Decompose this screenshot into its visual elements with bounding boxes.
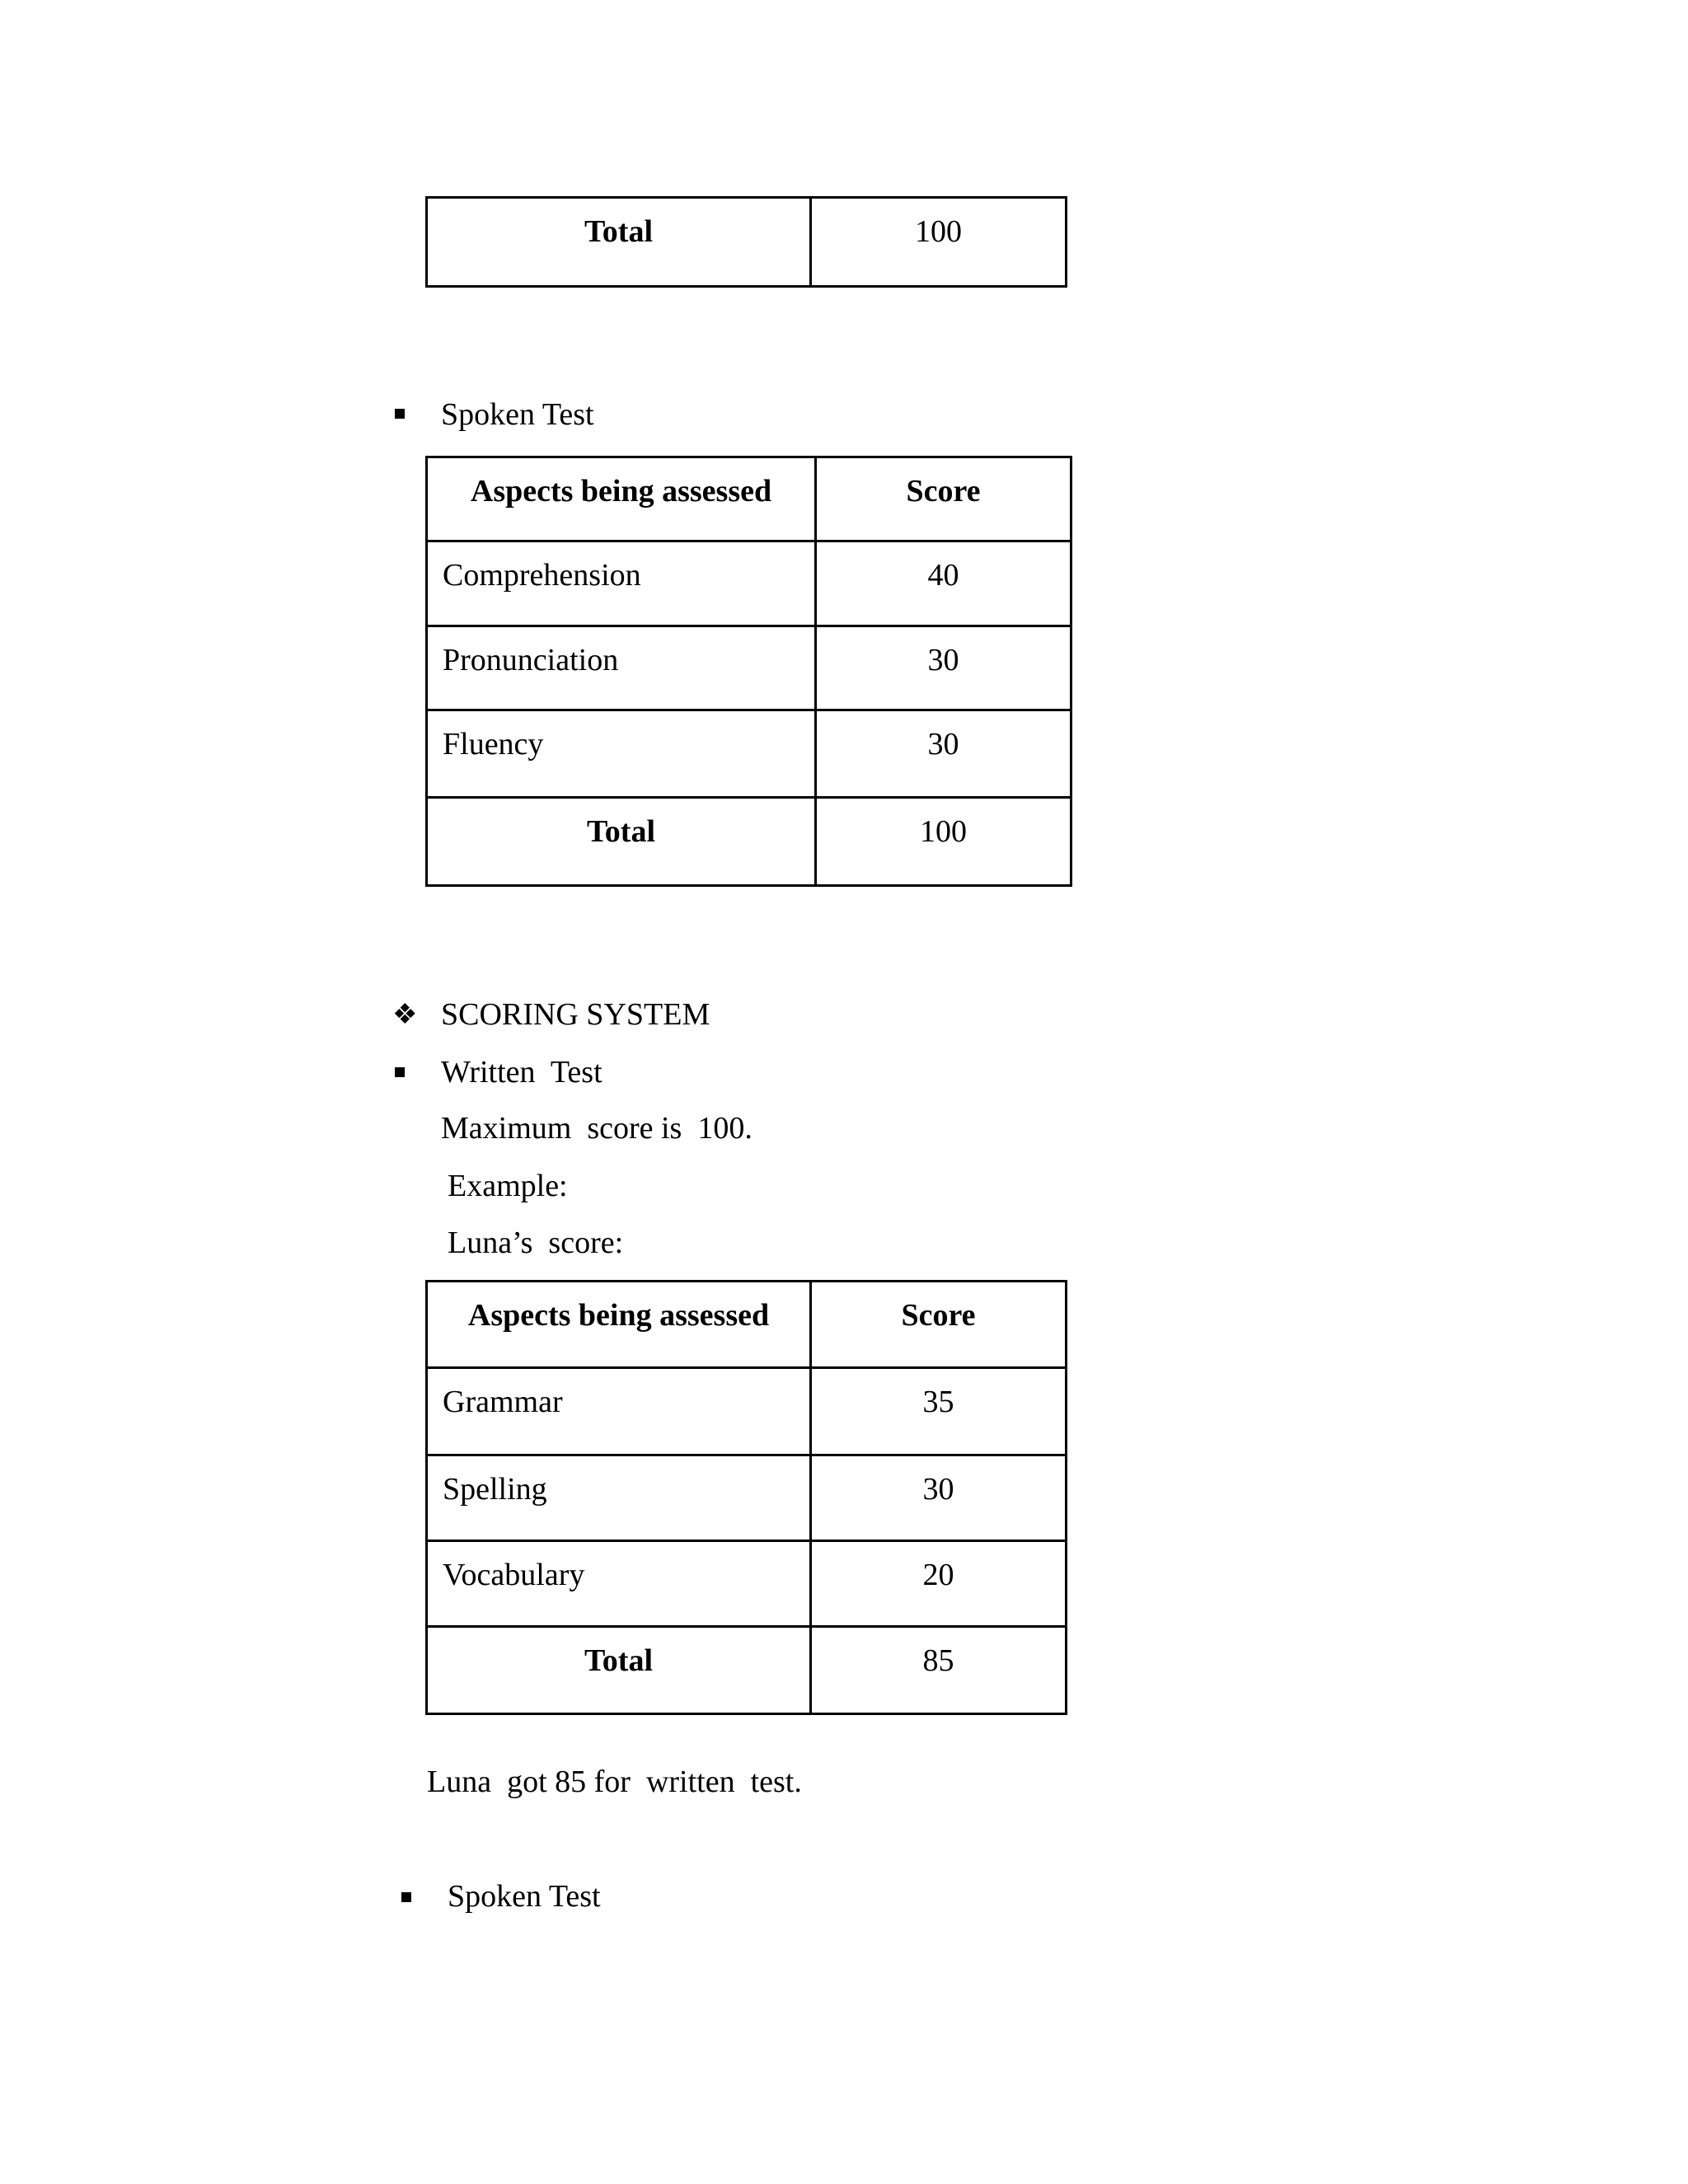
table-row: [427, 626, 1071, 710]
aspect-cell: Comprehension: [427, 541, 816, 626]
table-total-row: [427, 798, 1071, 886]
table-row: [427, 1455, 1067, 1541]
table-row: [427, 541, 1071, 626]
total-value-cell: 100: [811, 198, 1067, 287]
spoken-test-table: [425, 456, 1072, 887]
result-text: Luna got 85 for written test.: [427, 1765, 802, 1799]
table-header-row: [427, 457, 1071, 541]
spoken-test-heading: Spoken Test: [441, 397, 594, 432]
square-bullet-icon: [395, 409, 405, 419]
table-row: [427, 1541, 1067, 1627]
table-row: [427, 1368, 1067, 1455]
total-label-cell: Total: [427, 198, 811, 287]
max-score-text: Maximum score is 100.: [441, 1111, 753, 1146]
written-test-heading: Written Test: [441, 1055, 603, 1090]
spoken-test-heading-bottom: Spoken Test: [448, 1879, 601, 1914]
scoring-system-heading: SCORING SYSTEM: [441, 997, 710, 1032]
example-label: Example:: [448, 1169, 568, 1203]
diamond-bullet-icon: ❖: [392, 1000, 418, 1030]
score-cell: 30: [816, 710, 1071, 798]
score-column-header: Score: [811, 1282, 1067, 1368]
total-label-cell: Total: [427, 798, 816, 886]
score-column-header: Score: [816, 457, 1071, 541]
top-total-table: [425, 196, 1067, 288]
total-label-cell: Total: [427, 1627, 811, 1714]
total-value-cell: 85: [811, 1627, 1067, 1714]
aspect-cell: Grammar: [427, 1368, 811, 1455]
square-bullet-icon: [395, 1067, 405, 1077]
aspect-cell: Fluency: [427, 710, 816, 798]
aspect-column-header: Aspects being assessed: [427, 1282, 811, 1368]
square-bullet-icon: [401, 1892, 411, 1902]
aspect-cell: Vocabulary: [427, 1541, 811, 1627]
aspect-cell: Pronunciation: [427, 626, 816, 710]
score-cell: 35: [811, 1368, 1067, 1455]
score-cell: 20: [811, 1541, 1067, 1627]
table-row: [427, 198, 1067, 287]
total-value-cell: 100: [816, 798, 1071, 886]
table-header-row: [427, 1282, 1067, 1368]
table-total-row: [427, 1627, 1067, 1714]
score-cell: 40: [816, 541, 1071, 626]
luna-score-label: Luna’s score:: [448, 1226, 624, 1260]
written-test-table: [425, 1280, 1067, 1715]
aspect-column-header: Aspects being assessed: [427, 457, 816, 541]
score-cell: 30: [816, 626, 1071, 710]
score-cell: 30: [811, 1455, 1067, 1541]
table-row: [427, 710, 1071, 798]
aspect-cell: Spelling: [427, 1455, 811, 1541]
